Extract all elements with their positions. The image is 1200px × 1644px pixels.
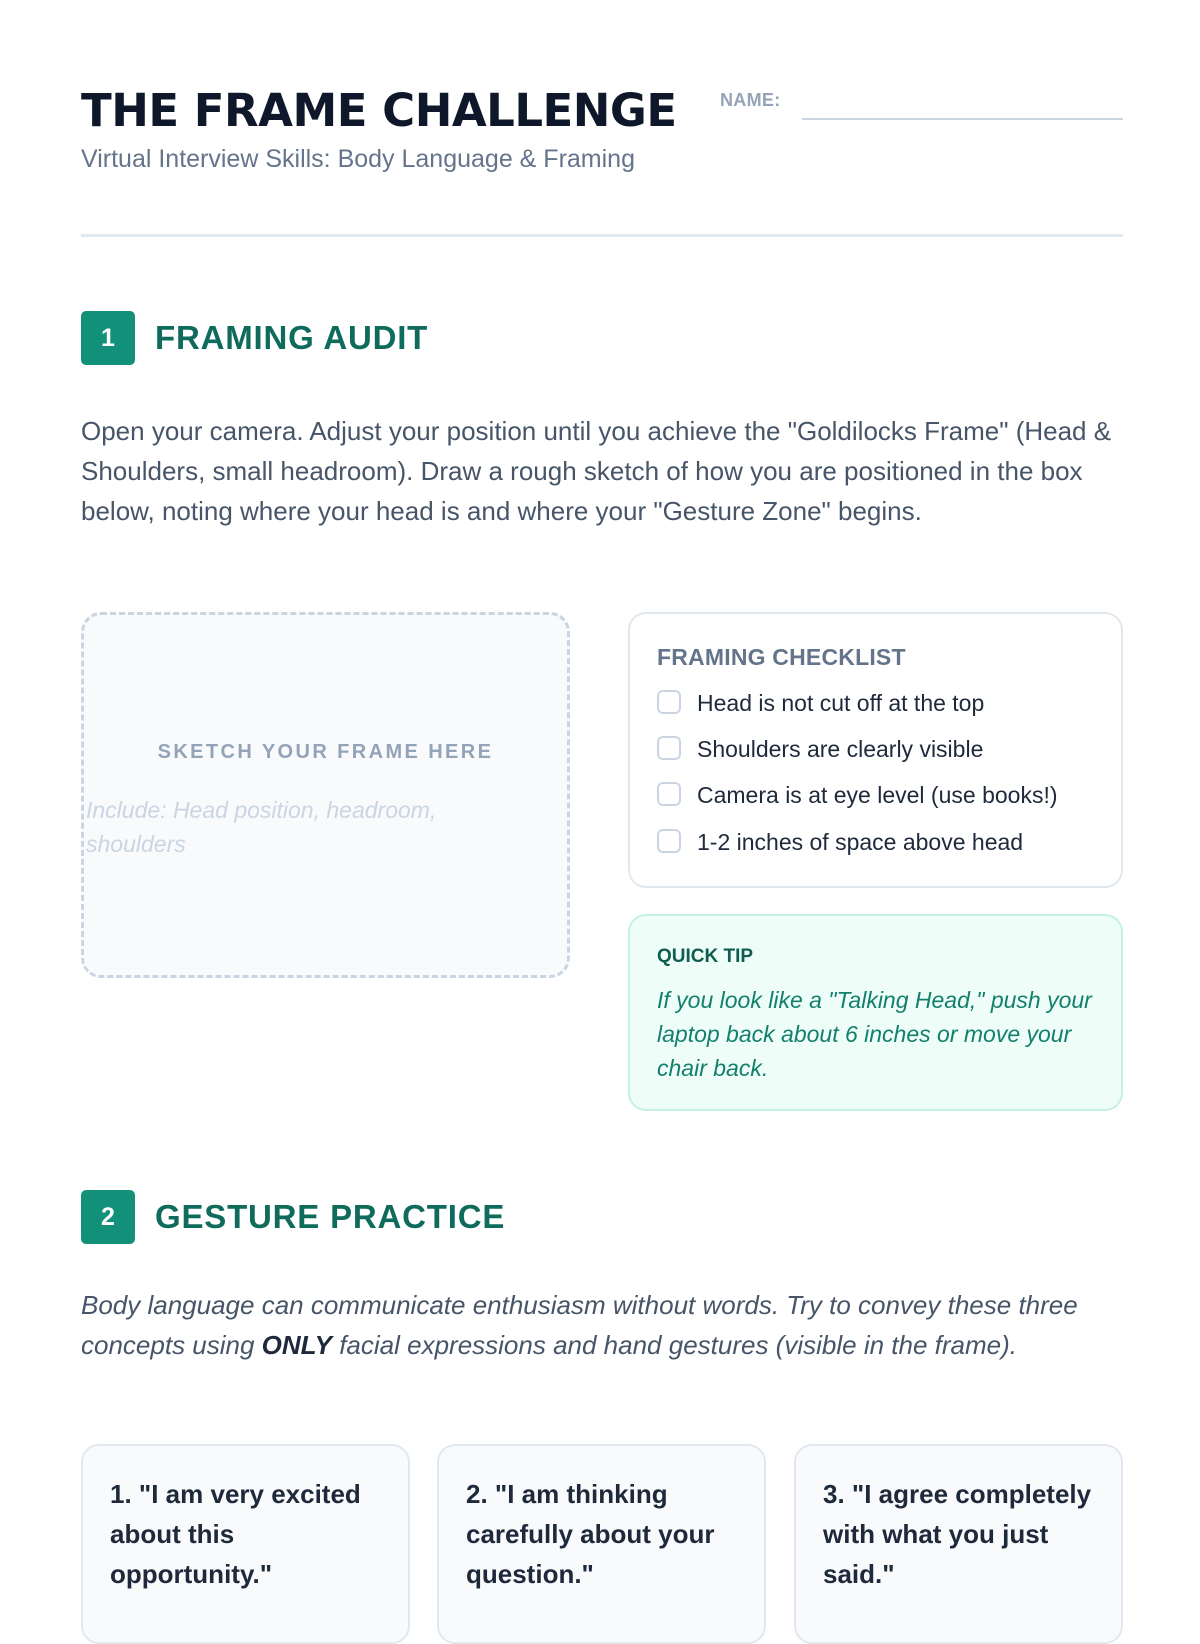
gesture-card-prompt: 3. "I agree completely with what you just said." [823,1479,1092,1589]
section-title: FRAMING AUDIT [155,319,429,356]
sketch-area[interactable] [81,612,570,978]
instructions-emphasis: ONLY [261,1330,332,1360]
name-field-line[interactable] [802,118,1123,120]
checklist-item-label: Head is not cut off at the top [697,690,985,716]
instructions-text: Body language can communicate enthusiasm without words. Try to convey these three concepts using [81,1290,1078,1360]
framing-audit-instructions: Open your camera. Adjust your position until you achieve the "Goldilocks Frame" (Head & Shoulders, small headroom). Draw a rough sketch of how you are positioned in the box below, noting where your head is and where your "Gesture Zone" begins. [81,416,1112,526]
checklist-item-label: Camera is at eye level (use books!) [697,782,1058,808]
quick-tip-card [628,914,1123,1111]
section-number-badge: 1 [81,311,135,365]
sketch-area-label: SKETCH YOUR FRAME HERE [157,741,494,763]
sketch-area-hint: Include: Head position, headroom, shoulders [86,797,437,857]
page-title: THE FRAME CHALLENGE [81,84,677,137]
checklist-item-label: 1-2 inches of space above head [697,829,1024,855]
instructions-text: facial expressions and hand gestures (visible in the frame). [331,1330,1017,1360]
checklist-title: FRAMING CHECKLIST [657,644,906,670]
gesture-card-prompt: 2. "I am thinking carefully about your question." [466,1479,715,1589]
gesture-card [81,1444,410,1644]
quick-tip-title: QUICK TIP [657,946,754,967]
framing-checklist-card [628,612,1123,888]
checkbox[interactable] [657,829,681,853]
checkbox[interactable] [657,690,681,714]
checklist-item-label: Shoulders are clearly visible [697,736,984,762]
gesture-practice-instructions [81,1285,1123,1365]
name-label: NAME: [720,90,781,110]
header-divider [81,234,1123,237]
gesture-card [437,1444,766,1644]
section-number-badge: 2 [81,1190,135,1244]
quick-tip-text: If you look like a "Talking Head," push your laptop back about 6 inches or move your chair back. [657,987,1092,1081]
section-title: GESTURE PRACTICE [155,1198,506,1235]
gesture-card-prompt: 1. "I am very excited about this opportunity." [110,1479,361,1589]
gesture-card [794,1444,1123,1644]
checkbox[interactable] [657,736,681,760]
page-subtitle: Virtual Interview Skills: Body Language & Framing [81,145,635,173]
checkbox[interactable] [657,782,681,806]
